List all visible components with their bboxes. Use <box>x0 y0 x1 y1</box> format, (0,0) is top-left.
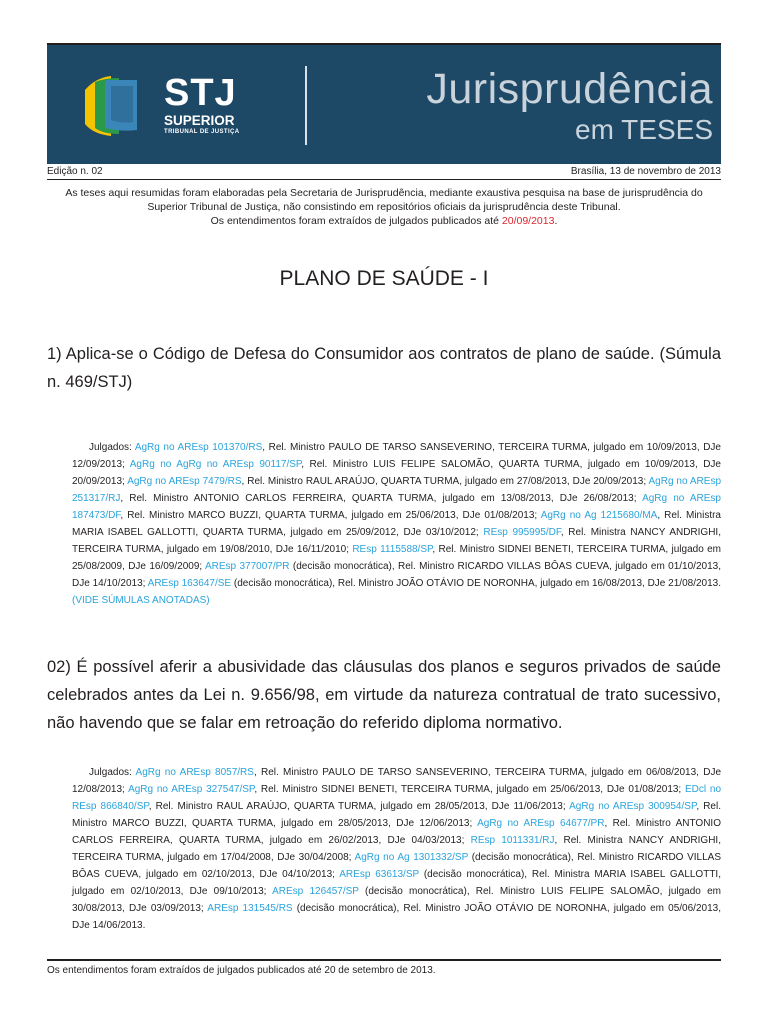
precedent-link[interactable]: AREsp 126457/SP <box>272 886 359 897</box>
logo-acronym: STJ <box>164 72 237 114</box>
precedent-link[interactable]: AgRg no AREsp 8057/RS <box>135 767 254 778</box>
intro-cutoff-date: 20/09/2013 <box>501 215 555 227</box>
precedent-detail: (decisão monocrática), Rel. Ministro JOÃO OTÁVIO DE NORONHA, julgado em 05/06/2013, DJe 14/06/2013. <box>72 903 721 931</box>
precedent-detail: , Rel. Ministro RAUL ARAÚJO, QUARTA TURMA, julgado em 28/05/2013, DJe 11/06/2013; <box>148 801 570 812</box>
precedent-link[interactable]: (VIDE SÚMULAS ANOTADAS) <box>72 595 210 606</box>
precedent-link[interactable]: AgRg no AREsp 300954/SP <box>569 801 697 812</box>
logo-line2: TRIBUNAL DE JUSTIÇA <box>164 129 240 135</box>
thesis-2-text: 02) É possível aferir a abusividade das cláusulas dos planos e seguros privados de saúde celebrados antes da Lei n. 9.656/98, em virtude da natureza contratual de trato sucessivo, não havendo que se falar em retroação do referido diploma normativo. <box>47 658 721 732</box>
precedent-link[interactable]: AREsp 131545/RS <box>207 903 293 914</box>
edition-bar <box>47 165 721 180</box>
precedent-detail: (decisão monocrática), Rel. Ministro JOÃO OTÁVIO DE NORONHA, julgado em 16/08/2013, DJe 21/08/2013. <box>231 578 721 589</box>
precedent-link[interactable]: REsp 1011331/RJ <box>470 835 555 846</box>
thesis-2-precedents <box>72 764 721 934</box>
stj-logo-icon <box>81 72 139 140</box>
precedent-detail: , Rel. Ministro MARCO BUZZI, QUARTA TURMA, julgado em 28/05/2013, DJe 12/06/2013; <box>72 801 721 829</box>
precedent-detail: , Rel. Ministro PAULO DE TARSO SANSEVERINO, TERCEIRA TURMA, julgado em 06/08/2013, DJe 12/08/2013; <box>72 767 721 795</box>
edition-number: Edição n. 02 <box>47 166 103 177</box>
publication-title: Jurisprudência <box>426 65 713 113</box>
precedent-link[interactable]: AREsp 377007/PR <box>204 561 290 572</box>
publication-subtitle: em TESES <box>575 114 713 145</box>
precedent-detail: , Rel. Ministro SIDNEI BENETI, TERCEIRA TURMA, julgado em 25/06/2013, DJe 01/08/2013; <box>254 784 685 795</box>
precedent-link[interactable]: AgRg no Ag 1215680/MA <box>540 510 658 521</box>
precedent-link[interactable]: AREsp 163647/SE <box>147 578 232 589</box>
precedent-link[interactable]: AgRg no AREsp 101370/RS <box>134 442 263 453</box>
precedent-link[interactable]: REsp 995995/DF <box>483 527 561 538</box>
precedent-detail: , Rel. Ministra NANCY ANDRIGHI, TERCEIRA TURMA, julgado em 19/08/2010, DJe 16/11/2010; <box>72 527 721 555</box>
precedent-detail: , Rel. Ministro ANTONIO CARLOS FERREIRA, QUARTA TURMA, julgado em 26/02/2013, DJe 04/03/2013; <box>72 818 721 846</box>
precedent-link[interactable]: AgRg no AREsp 327547/SP <box>128 784 255 795</box>
precedent-detail: (decisão monocrática), Rel. Ministra MARIA ISABEL GALLOTTI, julgado em 02/10/2013, DJe 09/10/2013; <box>72 869 721 897</box>
precedent-detail: , Rel. Ministro RAUL ARAÚJO, QUARTA TURMA, julgado em 27/08/2013, DJe 20/09/2013; <box>241 476 649 487</box>
intro-note <box>47 186 721 228</box>
logo-line1: SUPERIOR <box>164 113 235 128</box>
precedent-link[interactable]: AgRg no AREsp 187473/DF <box>72 493 721 521</box>
precedent-detail: (decisão monocrática), Rel. Ministro RICARDO VILLAS BÔAS CUEVA, julgado em 01/10/2013, DJe 14/10/2013; <box>72 561 721 589</box>
precedent-link[interactable]: EDcl no REsp 866840/SP <box>72 784 722 812</box>
intro-line2-suffix: . <box>554 215 558 227</box>
precedent-link[interactable]: REsp 1115588/SP <box>352 544 433 555</box>
precedent-link[interactable]: AgRg no Ag 1301332/SP <box>354 852 469 863</box>
precedent-detail: , Rel. Ministra MARIA ISABEL GALLOTTI, QUARTA TURMA, julgado em 25/09/2012, DJe 03/10/2012; <box>72 510 721 538</box>
thesis-1-text: 1) Aplica-se o Código de Defesa do Consumidor aos contratos de plano de saúde. (Súmula n. 469/STJ) <box>47 345 721 391</box>
footer-rule <box>47 959 721 961</box>
precedent-detail: , Rel. Ministro ANTONIO CARLOS FERREIRA, QUARTA TURMA, julgado em 13/08/2013, DJe 26/08/2013; <box>120 493 643 504</box>
document-title: PLANO DE SAÚDE - I <box>279 267 489 290</box>
header-divider <box>305 66 307 145</box>
precedent-detail: , Rel. Ministro SIDNEI BENETI, TERCEIRA TURMA, julgado em 25/08/2009, DJe 16/09/2009; <box>72 544 721 572</box>
precedent-detail: (decisão monocrática), Rel. Ministro RICARDO VILLAS BÔAS CUEVA, julgado em 02/10/2013, DJe 04/10/2013; <box>72 852 721 880</box>
intro-line1: As teses aqui resumidas foram elaboradas pela Secretaria de Jurisprudência, mediante exaustiva pesquisa na base de jurisprudência do Superior Tribunal de Justiça, não consistindo em repositórios oficiais da jurisprudência deste Tribunal. <box>65 187 703 213</box>
header-banner <box>47 45 721 164</box>
precedent-detail: , Rel. Ministro PAULO DE TARSO SANSEVERINO, TERCEIRA TURMA, julgado em 10/09/2013, DJe 12/09/2013; <box>72 442 721 470</box>
edition-date: Brasília, 13 de novembro de 2013 <box>570 166 721 177</box>
precedents-label: Julgados: <box>89 442 135 453</box>
intro-line2-prefix: Os entendimentos foram extraídos de julgados publicados até <box>210 215 502 227</box>
thesis-1-precedents <box>72 439 721 609</box>
precedent-link[interactable]: AgRg no AREsp 7479/RS <box>127 476 242 487</box>
precedent-detail: , Rel. Ministra NANCY ANDRIGHI, TERCEIRA TURMA, julgado em 17/04/2008, DJe 30/04/2008; <box>72 835 721 863</box>
precedent-link[interactable]: AgRg no AREsp 251317/RJ <box>72 476 722 504</box>
precedent-detail: , Rel. Ministro LUIS FELIPE SALOMÃO, QUARTA TURMA, julgado em 10/09/2013, DJe 20/09/2013; <box>72 459 721 487</box>
precedent-link[interactable]: AgRg no AgRg no AREsp 90117/SP <box>129 459 302 470</box>
precedent-detail: , Rel. Ministro MARCO BUZZI, QUARTA TURMA, julgado em 25/06/2013, DJe 01/08/2013; <box>120 510 541 521</box>
precedent-link[interactable]: AgRg no AREsp 64677/PR <box>477 818 605 829</box>
precedents-label: Julgados: <box>89 767 136 778</box>
precedent-link[interactable]: AREsp 63613/SP <box>339 869 419 880</box>
precedent-detail: (decisão monocrática), Rel. Ministro LUIS FELIPE SALOMÃO, julgado em 30/08/2013, DJe 03/09/2013; <box>72 886 721 914</box>
footer-note: Os entendimentos foram extraídos de julgados publicados até 20 de setembro de 2013. <box>47 965 436 976</box>
intro-line2 <box>47 214 721 228</box>
